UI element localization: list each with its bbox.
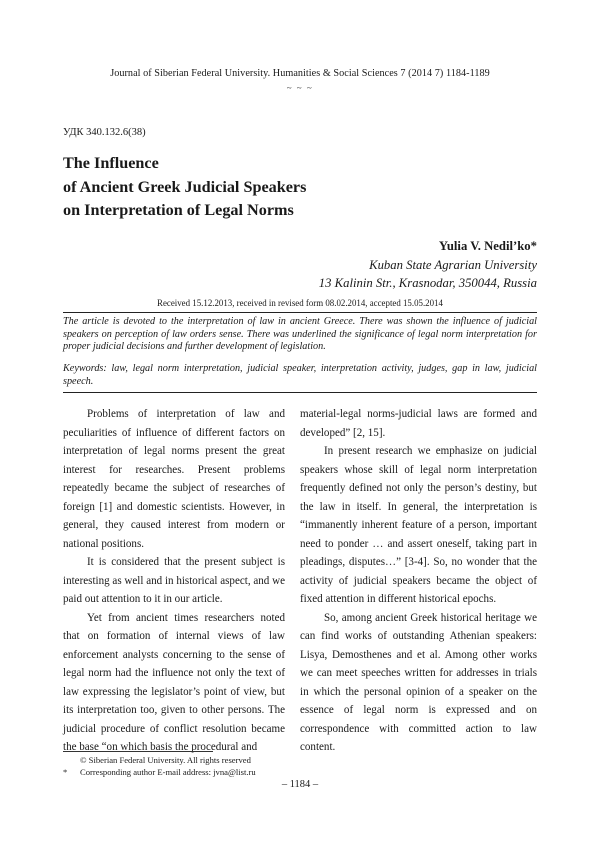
journal-header: Journal of Siberian Federal University. Humanities & Social Sciences 7 (2014 7) 1184-1189 [110,68,490,79]
author-name: Yulia V. Nedil’ko* [438,239,537,253]
body-paragraph: In present research we emphasize on judicial speakers whose skill of legal norm interpretation frequently defined not only the person’s destiny, but the law in itself. In general, the interpretation is “immanently inherent feature of a person, important need to ponder … and assert oneself, taking part in pleadings, disputes…” [3-4]. So, no wonder that the activity of judicial speakers became the object of fixed attention in different historical epochs. [300,445,537,605]
body-column-right [300,405,537,757]
body-paragraph: It is considered that the present subject is interesting as well and in historical aspect, and we paid out attention to it in our article. [63,556,285,605]
page-number: – 1184 – [281,779,319,790]
body-paragraph: Problems of interpretation of law and peculiarities of influence of different factors on interpretation of legal norms present the great interest for researches. Present problems repeatedly became the subject of researches of foreign [1] and domestic scientists. However, in general, they caused interest from modern or national positions. [63,408,285,550]
abstract-top-rule [63,312,537,313]
footnote-star: * [63,767,68,777]
title-line-1: The Influence [63,154,159,172]
corresponding-author-email: Corresponding author E-mail address: jvna@list.ru [80,767,256,777]
abstract: The article is devoted to the interpretation of law in ancient Greece. There was shown the influence of judicial speakers on perception of law orders sense. There was underlined the significance of legal norm interpretation for proper judicial decisions and further development of legislation. [63,316,537,353]
copyright-footnote: © Siberian Federal University. All rights reserved [80,755,251,765]
keywords: Keywords: law, legal norm interpretation, judicial speaker, interpretation activity, judges, gap in law, judicial speech. [63,363,537,387]
article-title [63,152,306,223]
corresponding-author-footnote [63,766,537,778]
body-paragraph: Yet from ancient times researchers noted that on formation of internal views of law enforcement analysts concerning to the sense of legal norm had the influence not only the text of law expressing the legislator’s point of view, but its interpretation too, given to other persons. The judicial procedure of conflict resolution became the base “on which basis the procedural and [63,611,285,753]
title-line-2: of Ancient Greek Judicial Speakers [63,177,307,196]
body-paragraph: So, among ancient Greek historical heritage we can find works of outstanding Athenian speakers: Lisya, Demosthenes and et al. Among other works we can meet speeches written for addresses in trials in which the personal opinion of a speaker on the essence of legal norm is expressed and on correspondence with committed action to law content. [300,611,537,753]
author-affiliation: Kuban State Agrarian University [369,257,537,272]
author-address: 13 Kalinin Str., Krasnodar, 350044, Russia [318,276,537,290]
title-line-3: on Interpretation of Legal Norms [63,201,294,219]
abstract-bottom-rule [63,392,537,393]
author-block [319,237,537,293]
footnote-rule [63,751,213,752]
udc-code: УДК 340.132.6(38) [63,127,146,138]
body-paragraph: material-legal norms-judicial laws are formed and developed” [2, 15]. [300,408,537,439]
received-dates: Received 15.12.2013, received in revised form 08.02.2014, accepted 15.05.2014 [157,298,443,308]
body-column-left [63,405,285,757]
header-ornament: ~ ~ ~ [286,83,314,93]
